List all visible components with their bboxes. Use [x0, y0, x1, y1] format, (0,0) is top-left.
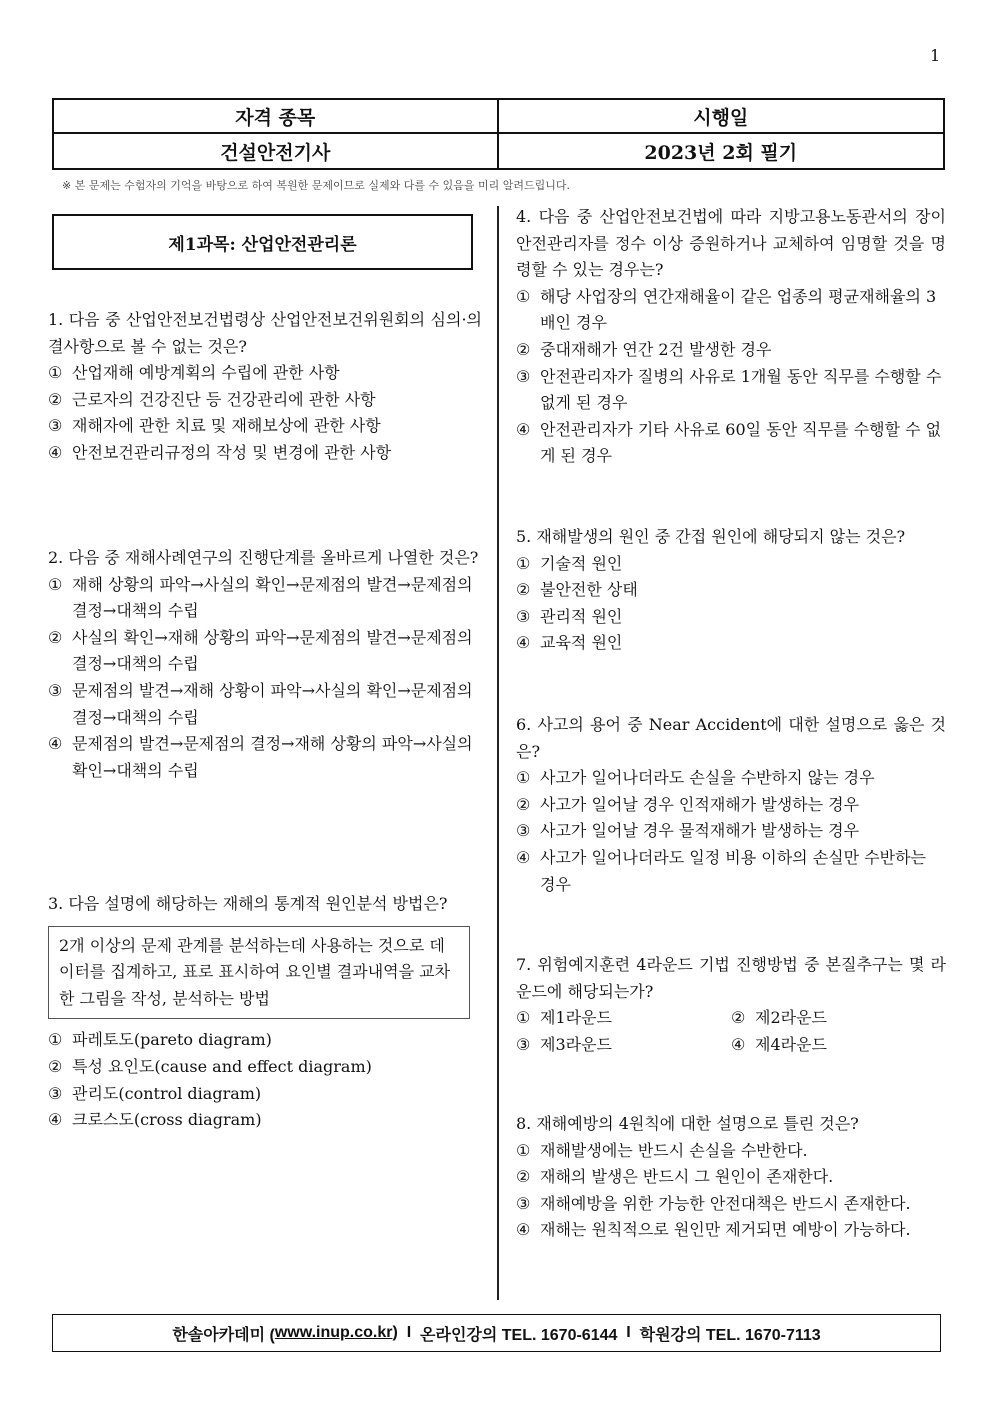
option-text: 사고가 일어날 경우 물적재해가 발생하는 경우: [540, 821, 860, 841]
option: [48, 440, 482, 467]
exam-info-table: [52, 98, 945, 170]
footer-offline-phone: 학원강의 TEL. 1670-7113: [639, 1326, 821, 1344]
option-number: ②: [516, 339, 531, 359]
option: [516, 1164, 948, 1191]
column-divider: [497, 206, 499, 1300]
option-number: ③: [516, 606, 531, 626]
option-number: ③: [516, 1034, 531, 1054]
footer-academy-close: ): [392, 1324, 398, 1341]
question-3: [48, 891, 482, 1134]
footer: [52, 1314, 941, 1352]
option: [731, 1005, 946, 1032]
option-text: 사고가 일어나더라도 손실을 수반하지 않는 경우: [540, 768, 875, 788]
option: [516, 792, 946, 819]
option-number: ②: [48, 627, 63, 647]
option-text: 제1라운드: [540, 1008, 613, 1028]
question-2: [48, 545, 482, 784]
question-description-box: 2개 이상의 문제 관계를 분석하는데 사용하는 것으로 데이터를 집계하고, 표로 표시하여 요인별 결과내역을 교차한 그림을 작성, 분석하는 방법: [48, 926, 470, 1020]
option-text: 제3라운드: [540, 1034, 613, 1054]
option: [516, 417, 946, 470]
option: [516, 765, 946, 792]
option-text: 제2라운드: [755, 1008, 828, 1028]
option: [516, 1191, 948, 1218]
question-stem: 1. 다음 중 산업안전보건법령상 산업안전보건위원회의 심의·의결사항으로 볼 수 없는 것은?: [48, 310, 482, 356]
option-number: ②: [516, 580, 531, 600]
question-stem: 3. 다음 설명에 해당하는 재해의 통계적 원인분석 방법은?: [48, 894, 448, 913]
option-number: ③: [48, 680, 63, 700]
question-7: [516, 952, 946, 1058]
option-text: 특성 요인도(cause and effect diagram): [72, 1056, 372, 1076]
question-stem: 4. 다음 중 산업안전보건법에 따라 지방고용노동관서의 장이 안전관리자를 정수 이상 증원하거나 교체하여 임명할 것을 명령할 수 있는 경우는?: [516, 207, 946, 280]
option-number: ②: [731, 1008, 746, 1028]
option-text: 문제점의 발견→재해 상황이 파악→사실의 확인→문제점의 결정→대책의 수립: [72, 680, 473, 727]
option-number: ④: [516, 419, 531, 439]
option-text: 크로스도(cross diagram): [72, 1110, 262, 1130]
option-number: ③: [516, 1193, 531, 1213]
option-number: ①: [48, 363, 63, 383]
question-4: [516, 204, 946, 470]
footer-separator: I: [617, 1324, 640, 1341]
option: [516, 577, 946, 604]
option-text: 안전보건관리규정의 작성 및 변경에 관한 사항: [72, 442, 392, 462]
option-text: 재해는 원칙적으로 원인만 제거되면 예방이 가능하다.: [540, 1220, 911, 1240]
option-number: ①: [516, 768, 531, 788]
option-text: 파레토도(pareto diagram): [72, 1030, 272, 1050]
option: [48, 1107, 482, 1134]
option: [516, 1138, 948, 1165]
option-number: ③: [48, 416, 63, 436]
option: [48, 360, 482, 387]
option: [516, 845, 946, 898]
option-number: ②: [516, 794, 531, 814]
option-number: ①: [516, 1008, 531, 1028]
exam-info-value-row: [54, 134, 943, 168]
option: [48, 625, 482, 678]
option-text: 중대재해가 연간 2건 발생한 경우: [540, 339, 772, 359]
option: [48, 413, 482, 440]
question-8: [516, 1111, 948, 1244]
question-stem: 6. 사고의 용어 중 Near Accident에 대한 설명으로 옳은 것은?: [516, 715, 946, 761]
option: [516, 630, 946, 657]
option-number: ②: [48, 1056, 63, 1076]
option-text: 재해 상황의 파악→사실의 확인→문제점의 발견→문제점의 결정→대책의 수립: [72, 574, 473, 621]
option-text: 산업재해 예방계획의 수립에 관한 사항: [72, 363, 340, 383]
option-number: ②: [48, 389, 63, 409]
option-text: 해당 사업장의 연간재해율이 같은 업종의 평균재해율의 3배인 경우: [540, 286, 937, 333]
footer-separator: I: [397, 1324, 421, 1341]
qualification-label: 자격 종목: [54, 100, 499, 132]
question-stem: 2. 다음 중 재해사례연구의 진행단계를 올바르게 나열한 것은?: [48, 548, 479, 567]
question-1: [48, 307, 482, 467]
option-text: 근로자의 건강진단 등 건강관리에 관한 사항: [72, 389, 376, 409]
option-row: [516, 1032, 946, 1059]
disclaimer: ※ 본 문제는 수험자의 기억을 바탕으로 하여 복원한 문제이므로 실제와 다를 수 있음을 미리 알려드립니다.: [62, 179, 570, 192]
option-number: ②: [516, 1167, 531, 1187]
option-text: 재해의 발생은 반드시 그 원인이 존재한다.: [540, 1167, 834, 1187]
option-text: 사실의 확인→재해 상황의 파악→문제점의 발견→문제점의 결정→대책의 수립: [72, 627, 473, 674]
option: [516, 818, 946, 845]
option: [48, 572, 482, 625]
option: [516, 551, 946, 578]
option-number: ①: [516, 553, 531, 573]
option-number: ①: [516, 286, 531, 306]
question-stem: 5. 재해발생의 원인 중 간접 원인에 해당되지 않는 것은?: [516, 527, 906, 546]
option-number: ①: [48, 1030, 63, 1050]
option: [516, 337, 946, 364]
option: [48, 1081, 482, 1108]
option-number: ④: [516, 847, 531, 867]
option-number: ①: [516, 1140, 531, 1160]
option: [48, 387, 482, 414]
option: [516, 364, 946, 417]
footer-online-phone: 온라인강의 TEL. 1670-6144: [420, 1326, 618, 1344]
option-number: ④: [731, 1034, 746, 1054]
option-text: 교육적 원인: [540, 633, 623, 653]
option-number: ④: [48, 442, 63, 462]
option: [516, 604, 946, 631]
option: [48, 678, 482, 731]
option: [48, 1054, 482, 1081]
option-text: 기술적 원인: [540, 553, 623, 573]
exam-date-label: 시행일: [693, 106, 749, 129]
subject-title: 제1과목: 산업안전관리론: [52, 214, 473, 270]
option-row: [516, 1005, 946, 1032]
option-text: 제4라운드: [755, 1034, 828, 1054]
option-text: 안전관리자가 기타 사유로 60일 동안 직무를 수행할 수 없게 된 경우: [540, 419, 942, 466]
option-text: 안전관리자가 질병의 사유로 1개월 동안 직무를 수행할 수 없게 된 경우: [540, 366, 942, 413]
option: [516, 1217, 948, 1244]
option-text: 재해자에 관한 치료 및 재해보상에 관한 사항: [72, 416, 381, 436]
option-number: ①: [48, 574, 63, 594]
question-stem: 8. 재해예방의 4원칙에 대한 설명으로 틀린 것은?: [516, 1114, 859, 1133]
option-text: 재해예방을 위한 가능한 안전대책은 반드시 존재한다.: [540, 1193, 911, 1213]
option-text: 관리적 원인: [540, 606, 623, 626]
option-number: ③: [48, 1083, 63, 1103]
option-text: 사고가 일어날 경우 인적재해가 발생하는 경우: [540, 794, 860, 814]
qualification-value: 건설안전기사: [54, 134, 499, 168]
option-number: ④: [48, 734, 63, 754]
exam-date-value: 2023년 2회 필기: [644, 141, 798, 164]
option: [48, 731, 482, 784]
option: [48, 1027, 482, 1054]
option: [731, 1032, 946, 1059]
footer-academy: 한솔아카데미 (: [172, 1326, 275, 1344]
question-6: [516, 712, 946, 898]
page-number: 1: [930, 46, 941, 65]
exam-info-header-row: [54, 100, 943, 134]
question-stem: 7. 위험예지훈련 4라운드 기법 진행방법 중 본질추구는 몇 라운드에 해당되는가?: [516, 955, 946, 1001]
option-text: 사고가 일어나더라도 일정 비용 이하의 손실만 수반하는 경우: [540, 847, 927, 894]
option: [516, 284, 946, 337]
option-text: 관리도(control diagram): [72, 1083, 262, 1103]
option-number: ④: [516, 1220, 531, 1240]
option-text: 문제점의 발견→문제점의 결정→재해 상황의 파악→사실의 확인→대책의 수립: [72, 734, 473, 780]
option-number: ③: [516, 366, 531, 386]
option: [516, 1005, 731, 1032]
option-number: ③: [516, 821, 531, 841]
option: [516, 1032, 731, 1059]
option-number: ④: [516, 633, 531, 653]
footer-website-link[interactable]: www.inup.co.kr: [274, 1324, 393, 1341]
question-5: [516, 524, 946, 657]
option-text: 재해발생에는 반드시 손실을 수반한다.: [540, 1140, 808, 1160]
option-number: ④: [48, 1110, 63, 1130]
option-text: 불안전한 상태: [540, 580, 638, 600]
